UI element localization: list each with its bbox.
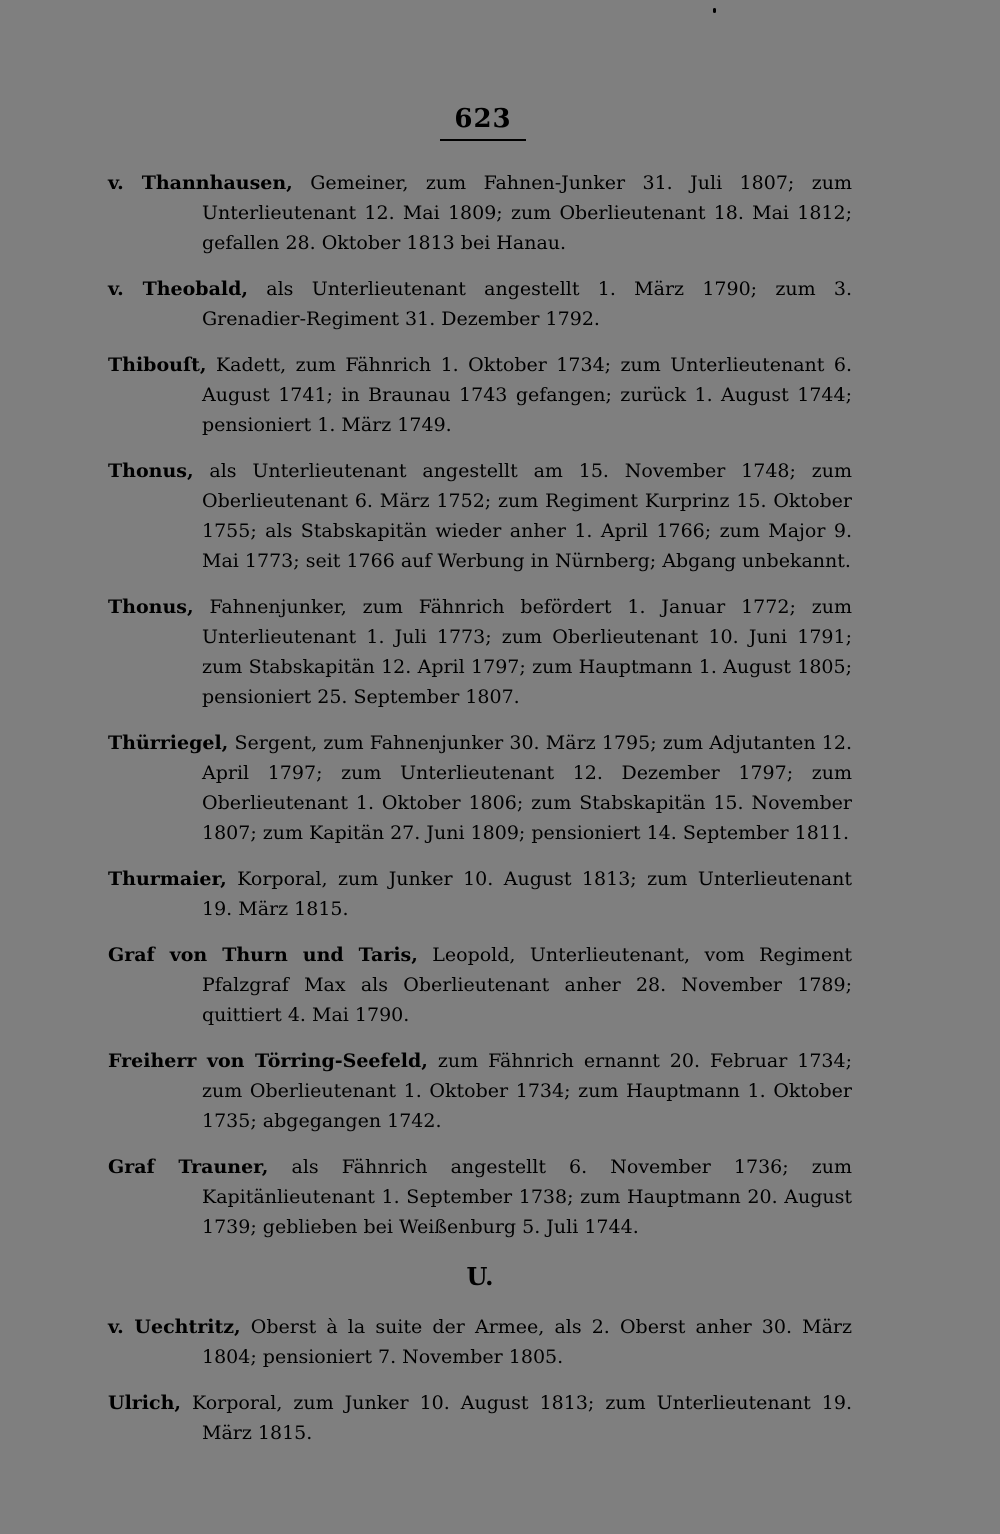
entry-name: v. Theobald,	[108, 278, 249, 300]
register-entries	[108, 168, 852, 1464]
entry-text: Oberst à la suite der Armee, als 2. Oberst anher 30. März 1804; pensioniert 7. November 1805.	[202, 1316, 852, 1368]
entry-name: v. Thannhausen,	[108, 172, 293, 194]
entry-name: Thürriegel,	[108, 732, 229, 754]
register-entry	[108, 592, 852, 712]
page-number-rule	[440, 139, 526, 141]
entry-name: Ulrich,	[108, 1392, 182, 1414]
register-entry	[108, 1312, 852, 1372]
register-entry	[108, 864, 852, 924]
register-entry	[108, 1046, 852, 1136]
entry-text: Korporal, zum Junker 10. August 1813; zum Unterlieutenant 19. März 1815.	[202, 868, 852, 920]
entry-name: v. Uechtritz,	[108, 1316, 241, 1338]
entry-text: zum Fähnrich ernannt 20. Februar 1734; zum Oberlieutenant 1. Oktober 1734; zum Hauptmann 1. Oktober 1735; abgegangen 1742.	[202, 1050, 853, 1132]
entry-text: Leopold, Unterlieutenant, vom Regiment Pfalzgraf Max als Oberlieutenant anher 28. November 1789; quittiert 4. Mai 1790.	[202, 944, 852, 1026]
entry-text: als Fähnrich angestellt 6. November 1736; zum Kapitänlieutenant 1. September 1738; zum Hauptmann 20. August 1739; geblieben bei Weißenburg 5. Juli 1744.	[202, 1156, 852, 1238]
section-heading: U.	[466, 1262, 494, 1291]
register-entry	[108, 274, 852, 334]
entry-text: Kadett, zum Fähnrich 1. Oktober 1734; zum Unterlieutenant 6. August 1741; in Braunau 1743 gefangen; zurück 1. August 1744; pensioniert 1. März 1749.	[202, 354, 852, 436]
register-entry	[108, 728, 852, 848]
entry-text: Fahnenjunker, zum Fähnrich befördert 1. Januar 1772; zum Unterlieutenant 1. Juli 1773; zum Oberlieutenant 10. Juni 1791; zum Stabskapitän 12. April 1797; zum Hauptmann 1. August 1805; pensioniert 25. September 1807.	[193, 596, 852, 708]
entry-text: Sergent, zum Fahnenjunker 30. März 1795; zum Adjutanten 12. April 1797; zum Unterlieutenant 12. Dezember 1797; zum Oberlieutenant 1. Oktober 1806; zum Stabskapitän 15. November 1807; zum Kapitän 27. Juni 1809; pensioniert 14. September 1811.	[202, 732, 852, 844]
entry-text: als Unterlieutenant angestellt am 15. November 1748; zum Oberlieutenant 6. März 1752; zum Regiment Kurprinz 15. Oktober 1755; als Stabskapitän wieder anher 1. April 1766; zum Major 9. Mai 1773; seit 1766 auf Werbung in Nürnberg; Abgang unbekannt.	[193, 460, 852, 572]
register-entry	[108, 168, 852, 258]
entry-name: Graf von Thurn und Taris,	[108, 944, 418, 966]
entry-name: Thurmaier,	[108, 868, 227, 890]
entry-name: Thonus,	[108, 460, 194, 482]
page-number: 623	[454, 104, 512, 134]
register-entry	[108, 940, 852, 1030]
entry-name: Thibouſt,	[108, 354, 207, 376]
entry-name: Graf Trauner,	[108, 1156, 269, 1178]
entry-text: als Unterlieutenant angestellt 1. März 1790; zum 3. Grenadier-Regiment 31. Dezember 1792.	[202, 278, 852, 330]
entry-text: Korporal, zum Junker 10. August 1813; zum Unterlieutenant 19. März 1815.	[181, 1392, 852, 1444]
entry-name: Freiherr von Törring-Seefeld,	[108, 1050, 428, 1072]
register-entry	[108, 456, 852, 576]
ink-speck	[713, 8, 716, 13]
entry-text: Gemeiner, zum Fahnen-Junker 31. Juli 1807; zum Unterlieutenant 12. Mai 1809; zum Oberlieutenant 18. Mai 1812; gefallen 28. Oktober 1813 bei Hanau.	[202, 172, 852, 254]
entry-name: Thonus,	[108, 596, 194, 618]
register-entry	[108, 1152, 852, 1242]
register-entry	[108, 1388, 852, 1448]
register-entry	[108, 350, 852, 440]
